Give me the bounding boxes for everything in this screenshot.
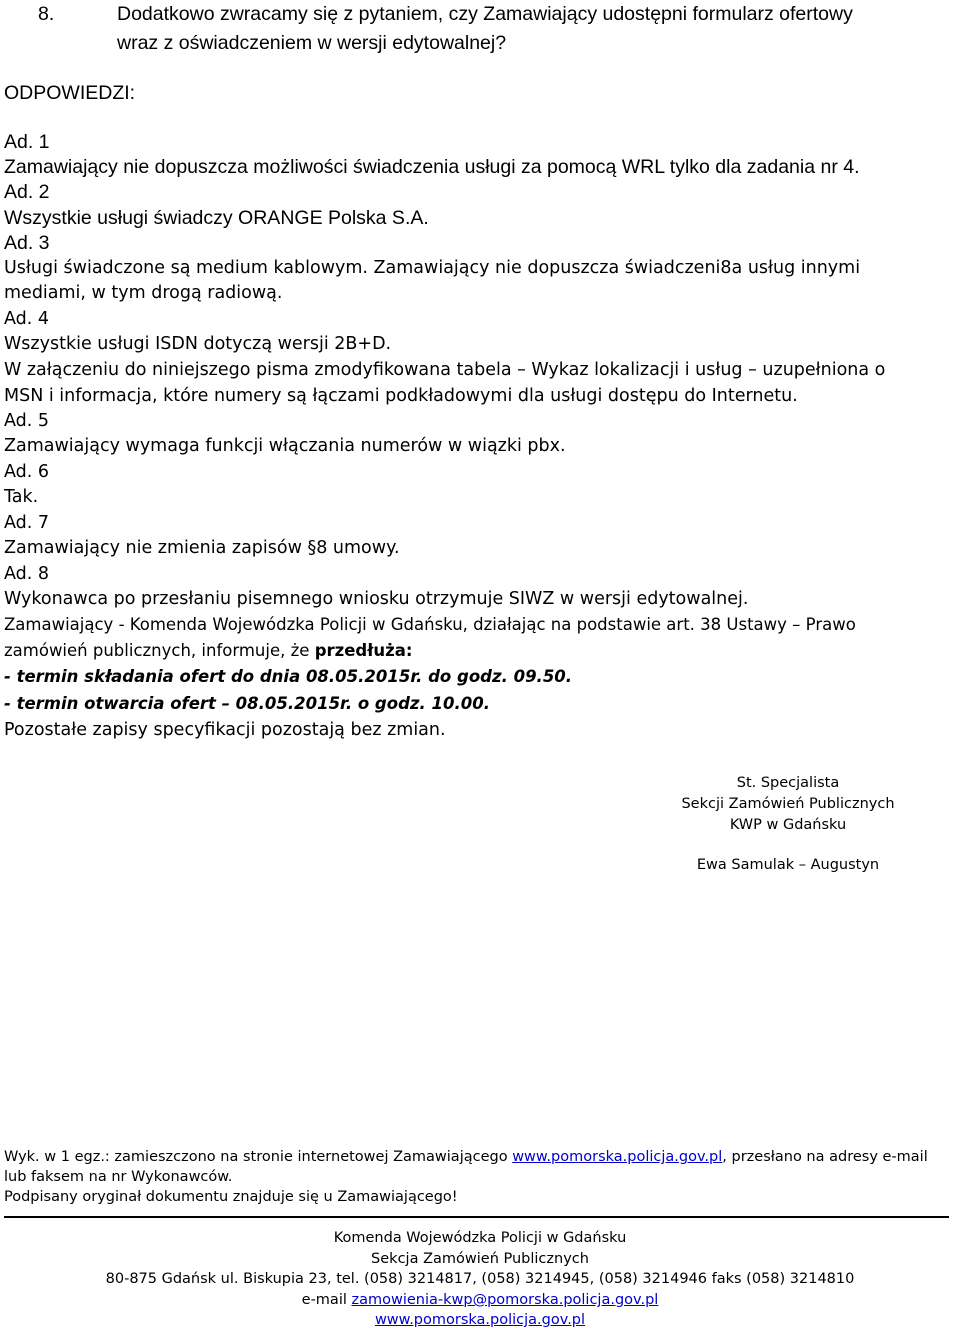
footer-website-link[interactable]: www.pomorska.policja.gov.pl	[374, 1312, 586, 1328]
deadline-opening: - termin otwarcia ofert – 08.05.2015r. o godz. 10.00.	[4, 694, 490, 713]
announcement-line1: Zamawiający - Komenda Wojewódzka Policji w Gdańsku, działając na podstawie art. 38 Ustawy – Prawo	[4, 615, 856, 634]
ad7-text: Zamawiający nie zmienia zapisów §8 umowy.	[4, 538, 400, 558]
signature-name: Ewa Samulak – Augustyn	[696, 857, 880, 873]
closing-note: Pozostałe zapisy specyfikacji pozostają bez zmian.	[4, 720, 446, 740]
ad7-label: Ad. 7	[4, 513, 50, 533]
signature-section: Sekcji Zamówień Publicznych	[681, 796, 895, 812]
footer-email-link[interactable]: zamowienia-kwp@pomorska.policja.gov.pl	[351, 1292, 659, 1308]
ad3-text-line2: mediami, w tym drogą radiową.	[4, 283, 283, 303]
announcement-line2-text: zamówień publicznych, informuje, że	[4, 641, 315, 660]
ad4-text-line2: W załączeniu do niniejszego pisma zmodyfikowana tabela – Wykaz lokalizacji i usług – uzupełniona o	[4, 360, 886, 380]
distribution-line1	[4, 1149, 928, 1165]
ad3-label: Ad. 3	[4, 232, 50, 254]
signature-title: St. Specjalista	[736, 775, 840, 791]
ad4-text-line1: Wszystkie usługi ISDN dotyczą wersji 2B+D.	[4, 334, 392, 354]
announcement-line2	[4, 641, 412, 660]
answers-heading: ODPOWIEDZI:	[4, 82, 136, 104]
ad2-label: Ad. 2	[4, 181, 50, 203]
website-link[interactable]: www.pomorska.policja.gov.pl	[512, 1149, 723, 1165]
ad8-text: Wykonawca po przesłaniu pisemnego wniosku otrzymuje SIWZ w wersji edytowalnej.	[4, 589, 749, 609]
announcement-extends: przedłuża:	[314, 641, 413, 660]
footer-org: Komenda Wojewódzka Policji w Gdańsku	[333, 1230, 627, 1246]
footer-section: Sekcja Zamówień Publicznych	[371, 1251, 589, 1267]
ad1-label: Ad. 1	[4, 131, 50, 153]
ad1-text: Zamawiający nie dopuszcza możliwości świadczenia usługi za pomocą WRL tylko dla zadania nr 4.	[4, 156, 860, 178]
ad3-text-line1: Usługi świadczone są medium kablowym. Zamawiający nie dopuszcza świadczeni8a usług innymi	[4, 258, 861, 278]
question-text-line1: Dodatkowo zwracamy się z pytaniem, czy Zamawiający udostępni formularz ofertowy	[117, 3, 853, 25]
deadline-submission: - termin składania ofert do dnia 08.05.2015r. do godz. 09.50.	[4, 667, 573, 686]
ad4-text-line3: MSN i informacja, które numery są łączami podkładowymi dla usługi dostępu do Internetu.	[4, 386, 798, 406]
question-number: 8.	[38, 3, 55, 25]
ad8-label: Ad. 8	[4, 564, 50, 584]
footer-website-line	[0, 1312, 960, 1328]
ad5-label: Ad. 5	[4, 411, 50, 431]
distribution-text: Wyk. w 1 egz.: zamieszczono na stronie internetowej Zamawiającego	[4, 1149, 513, 1165]
signature-unit: KWP w Gdańsku	[729, 817, 847, 833]
footer-address: 80-875 Gdańsk ul. Biskupia 23, tel. (058) 3214817, (058) 3214945, (058) 3214946 faks (058) 3214810	[105, 1271, 855, 1287]
distribution-line2: lub faksem na nr Wykonawców.	[4, 1169, 233, 1185]
ad4-label: Ad. 4	[4, 309, 50, 329]
distribution-text-end: , przesłano na adresy e-mail	[722, 1149, 928, 1165]
footer-email-prefix: e-mail	[301, 1292, 352, 1308]
distribution-line3: Podpisany oryginał dokumentu znajduje się u Zamawiającego!	[4, 1189, 458, 1205]
footer-divider	[4, 1216, 949, 1218]
ad2-text: Wszystkie usługi świadczy ORANGE Polska S.A.	[4, 207, 429, 229]
question-text-line2: wraz z oświadczeniem w wersji edytowalnej?	[117, 32, 507, 54]
ad6-text: Tak.	[4, 487, 39, 507]
footer-email-line	[0, 1292, 960, 1308]
ad5-text: Zamawiający wymaga funkcji włączania numerów w wiązki pbx.	[4, 436, 566, 456]
ad6-label: Ad. 6	[4, 462, 50, 482]
